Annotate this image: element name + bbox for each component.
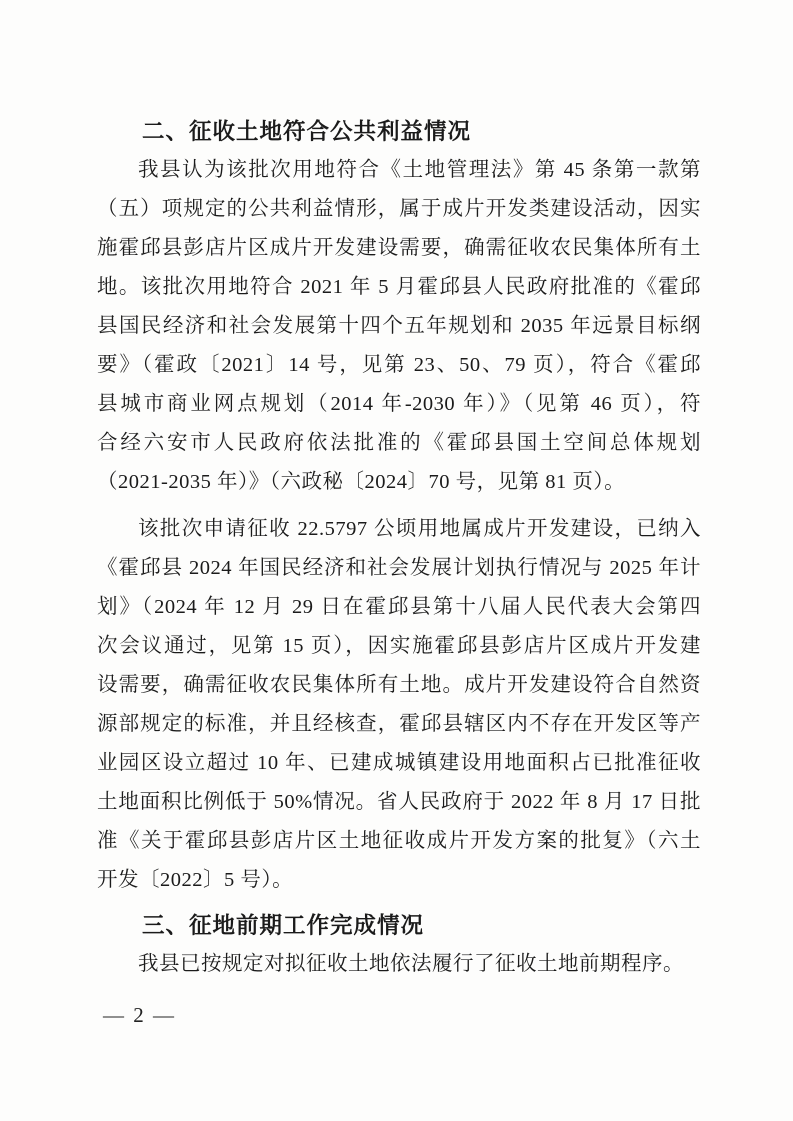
text-line: 要》（霍政〔2021〕14 号，见第 23、50、79 页），符合《霍邱 [97, 354, 701, 376]
text-line: 县城市商业网点规划（2014 年-2030 年）》（见第 46 页），符 [97, 393, 701, 415]
text-line: 该批次申请征收 22.5797 公顷用地属成片开发建设，已纳入 [138, 518, 701, 540]
text-line: 我县认为该批次用地符合《土地管理法》第 45 条第一款第 [138, 159, 701, 181]
paragraph-1 [97, 151, 701, 502]
text-line: 准《关于霍邱县彭店片区土地征收成片开发方案的批复》（六土 [97, 830, 701, 852]
text-line: 开发〔2022〕5 号）。 [97, 869, 294, 891]
text-line: 地。该批次用地符合 2021 年 5 月霍邱县人民政府批准的《霍邱 [97, 276, 701, 298]
text-line: 次会议通过，见第 15 页），因实施霍邱县彭店片区成片开发建 [97, 635, 701, 657]
text-line: 施霍邱县彭店片区成片开发建设需要，确需征收农民集体所有土 [97, 237, 701, 259]
text-line: 源部规定的标准，并且经核查，霍邱县辖区内不存在开发区等产 [97, 713, 701, 735]
text-line: 合经六安市人民政府依法批准的《霍邱县国土空间总体规划 [97, 432, 701, 454]
text-line: （2021-2035 年）》（六政秘〔2024〕70 号，见第 81 页）。 [97, 471, 626, 493]
section-heading-3: 三、征地前期工作完成情况 [142, 913, 425, 938]
text-line: 划》（2024 年 12 月 29 日在霍邱县第十八届人民代表大会第四 [97, 596, 701, 618]
text-line: 业园区设立超过 10 年、已建成城镇建设用地面积占已批准征收 [97, 752, 701, 774]
page-number: — 2 — [103, 1003, 176, 1027]
paragraph-2 [97, 510, 701, 900]
section-heading-2: 二、征收土地符合公共利益情况 [142, 119, 472, 144]
text-line: 《霍邱县 2024 年国民经济和社会发展计划执行情况与 2025 年计 [97, 557, 701, 579]
text-line: （五）项规定的公共利益情形，属于成片开发类建设活动，因实 [97, 198, 701, 220]
text-line: 设需要，确需征收农民集体所有土地。成片开发建设符合自然资 [97, 674, 701, 696]
text-line: 我县已按规定对拟征收土地依法履行了征收土地前期程序。 [138, 953, 684, 975]
document-text-block [97, 112, 701, 984]
text-line: 土地面积比例低于 50%情况。省人民政府于 2022 年 8 月 17 日批 [97, 791, 701, 813]
paragraph-3 [97, 945, 701, 984]
text-line: 县国民经济和社会发展第十四个五年规划和 2035 年远景目标纲 [97, 315, 701, 337]
